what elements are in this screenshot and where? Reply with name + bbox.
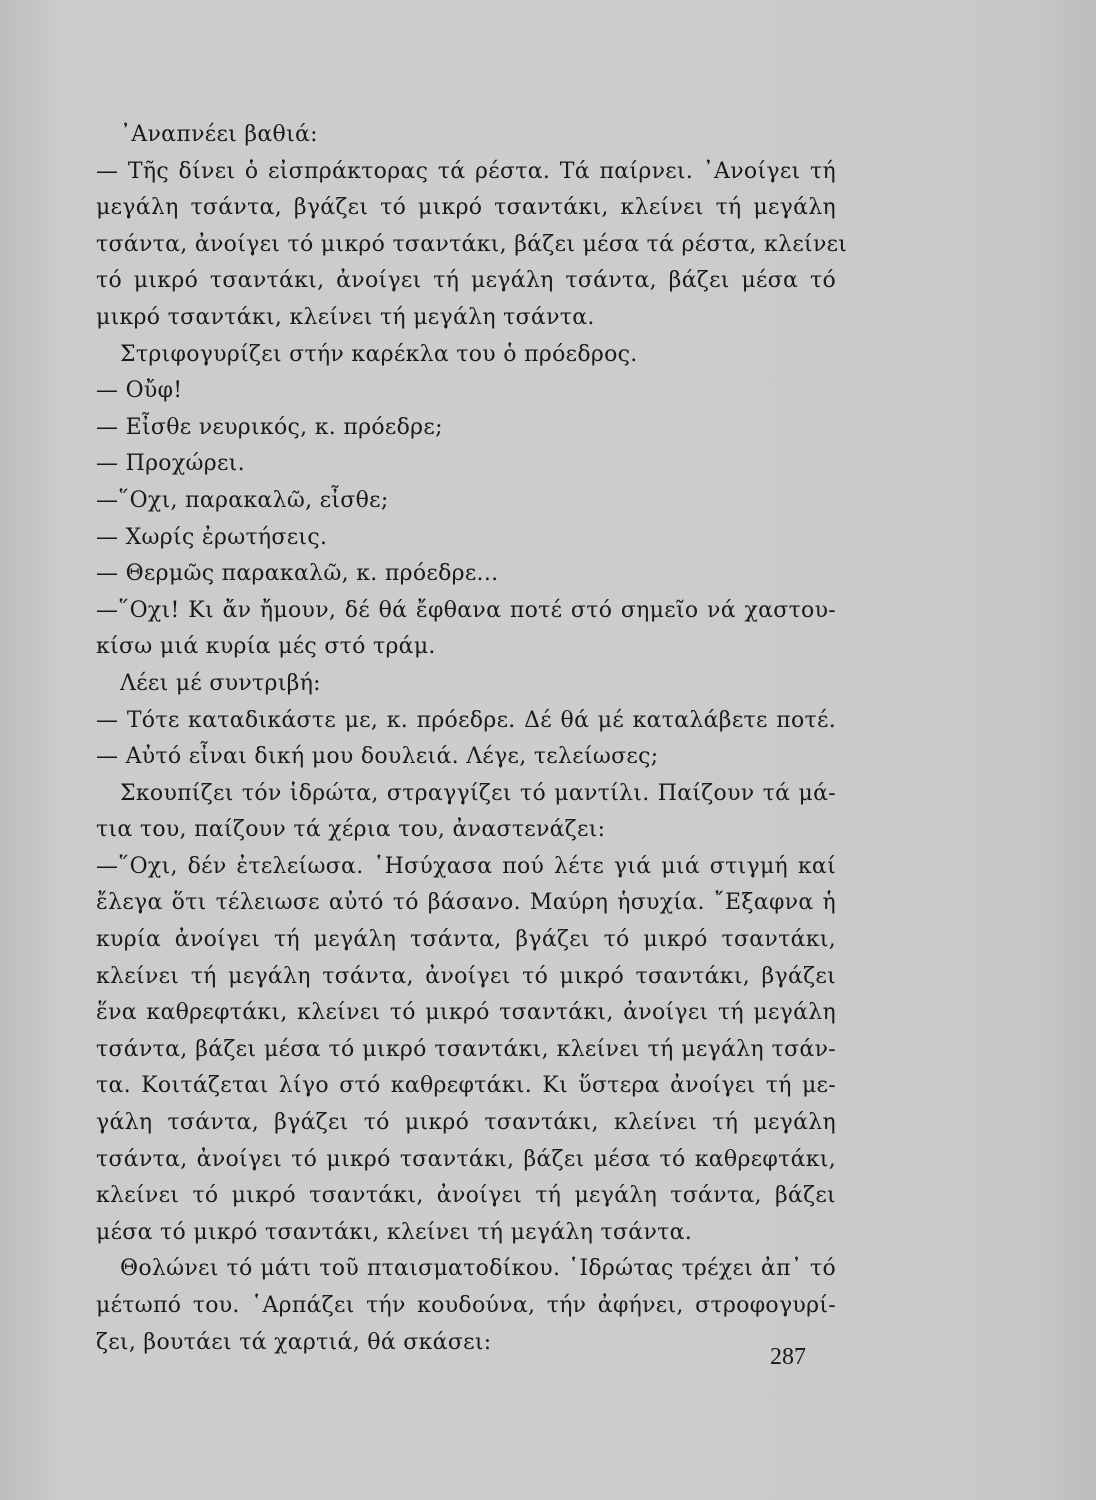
text-line: — Προχώρει.	[96, 451, 245, 477]
text-line: τσάντα, ἀνοίγει τό μικρό τσαντάκι, βάζει μέσα τά ρέστα, κλείνει	[96, 231, 848, 257]
page-number: 287	[770, 1344, 806, 1370]
text-line: μικρό τσαντάκι, κλείνει τή μεγάλη τσάντα.	[96, 304, 595, 330]
text-line: — Τῆς δίνει ὁ εἰσπράκτορας τά ρέστα. Τά παίρνει. ᾿Ανοίγει τή	[96, 158, 836, 184]
text-line: τια του, παίζουν τά χέρια του, ἀναστενάζει:	[96, 817, 606, 843]
text-line: κλείνει τή μεγάλη τσάντα, ἀνοίγει τό μικρό τσαντάκι, βγάζει	[96, 963, 836, 989]
text-line: τσάντα, ἀνοίγει τό μικρό τσαντάκι, βάζει μέσα τό καθρεφτάκι,	[96, 1146, 836, 1172]
text-line: μέτωπό του. ῾Αρπάζει τήν κουδούνα, τήν ἀφήνει, στροφογυρί-	[96, 1293, 836, 1318]
page-text	[96, 117, 848, 1361]
text-line: — Οὔφ!	[96, 378, 183, 404]
text-line: — Θερμῶς παρακαλῶ, κ. πρόεδρε...	[96, 561, 499, 587]
text-line: κυρία ἀνοίγει τή μεγάλη τσάντα, βγάζει τό μικρό τσαντάκι,	[96, 927, 836, 953]
text-line: ἕνα καθρεφτάκι, κλείνει τό μικρό τσαντάκι, ἀνοίγει τή μεγάλη	[96, 1000, 836, 1026]
text-line: κίσω μιά κυρία μές στό τράμ.	[96, 634, 436, 660]
text-line: μέσα τό μικρό τσαντάκι, κλείνει τή μεγάλη τσάντα.	[96, 1219, 693, 1245]
text-line: τα. Κοιτάζεται λίγο στό καθρεφτάκι. Κι ὕστερα ἀνοίγει τή με-	[96, 1073, 836, 1099]
text-line: κλείνει τό μικρό τσαντάκι, ἀνοίγει τή μεγάλη τσάντα, βάζει	[96, 1183, 836, 1209]
text-line: τσάντα, βάζει μέσα τό μικρό τσαντάκι, κλείνει τή μεγάλη τσάν-	[96, 1036, 836, 1062]
text-line: γάλη τσάντα, βγάζει τό μικρό τσαντάκι, κλείνει τή μεγάλη	[96, 1110, 836, 1136]
text-line: —῞Οχι, δέν ἐτελείωσα. ῾Ησύχασα πού λέτε γιά μιά στιγμή καί	[96, 853, 836, 879]
text-line: τό μικρό τσαντάκι, ἀνοίγει τή μεγάλη τσάντα, βάζει μέσα τό	[96, 268, 836, 294]
text-line: —῞Οχι, παρακαλῶ, εἶσθε;	[96, 487, 389, 513]
text-line: Θολώνει τό μάτι τοῦ πταισματοδίκου. ῾Ιδρώτας τρέχει ἀπ᾿ τό	[120, 1256, 836, 1282]
text-line: Σκουπίζει τόν ἱδρώτα, στραγγίζει τό μαντίλι. Παίζουν τά μά-	[120, 780, 836, 806]
text-line: — Τότε καταδικάστε με, κ. πρόεδρε. Δέ θά μέ καταλάβετε ποτέ.	[96, 707, 836, 733]
text-line: — Εἶσθε νευρικός, κ. πρόεδρε;	[96, 414, 443, 440]
text-line: ἔλεγα ὅτι τέλειωσε αὐτό τό βάσανο. Μαύρη ἡσυχία. ῎Εξαφνα ἡ	[96, 890, 836, 916]
text-line: ᾿Αναπνέει βαθιά:	[120, 122, 318, 147]
text-line: μεγάλη τσάντα, βγάζει τό μικρό τσαντάκι, κλείνει τή μεγάλη	[96, 195, 836, 221]
text-line: ζει, βουτάει τά χαρτιά, θά σκάσει:	[96, 1329, 492, 1355]
text-line: Στριφογυρίζει στήν καρέκλα του ὁ πρόεδρος.	[120, 341, 638, 367]
text-line: Λέει μέ συντριβή:	[120, 670, 321, 696]
text-line: — Χωρίς ἐρωτήσεις.	[96, 524, 328, 550]
text-line: —῞Οχι! Κι ἄν ἤμουν, δέ θά ἔφθανα ποτέ στό σημεῖο νά χαστου-	[96, 597, 836, 623]
text-line: — Αὐτό εἶναι δική μου δουλειά. Λέγε, τελείωσες;	[96, 744, 659, 770]
